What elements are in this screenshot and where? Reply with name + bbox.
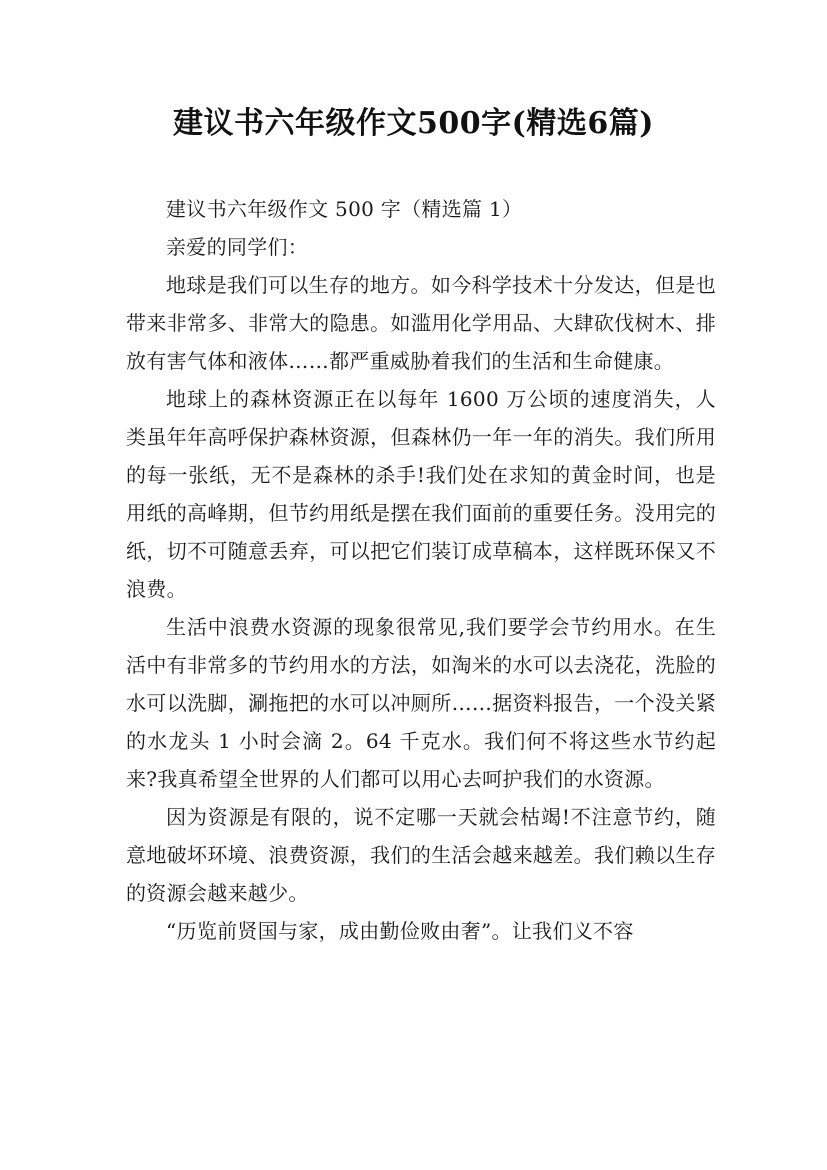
paragraph-resources: 因为资源是有限的，说不定哪一天就会枯竭!不注意节约，随意地破坏环境、浪费资源，我们的生活会越来越差。我们赖以生存的资源会越来越少。 — [126, 805, 716, 905]
document-body — [126, 190, 716, 950]
salutation: 亲爱的同学们： — [166, 235, 309, 259]
paragraph-quote: “历览前贤国与家，成由勤俭败由奢”。让我们义不容 — [166, 919, 634, 943]
section-heading: 建议书六年级作文 500 字（精选篇 1） — [166, 197, 523, 221]
paragraph-earth: 地球是我们可以生存的地方。如今科学技术十分发达，但是也带来非常多、非常大的隐患。如滥用化学用品、大肆砍伐树木、排放有害气体和液体……都严重威胁着我们的生活和生命健康。 — [126, 273, 716, 373]
paragraph-water: 生活中浪费水资源的现象很常见,我们要学会节约用水。在生活中有非常多的节约用水的方法，如淘米的水可以去浇花，洗脸的水可以洗脚，涮拖把的水可以冲厕所……据资料报告，一个没关紧的水龙头 1 小时会滴 2。64 千克水。我们何不将这些水节约起来?我真希望全世界的人们都可以用心去呵护我们的水资源。 — [126, 615, 716, 791]
document-title: 建议书六年级作文500字(精选6篇) — [173, 106, 654, 141]
paragraph-forest: 地球上的森林资源正在以每年 1600 万公顷的速度消失，人类虽年年高呼保护森林资源，但森林仍一年一年的消失。我们所用的每一张纸，无不是森林的杀手!我们处在求知的黄金时间，也是用纸的高峰期，但节约用纸是摆在我们面前的重要任务。没用完的纸，切不可随意丢弃，可以把它们装订成草稿本，这样既环保又不浪费。 — [126, 387, 716, 601]
